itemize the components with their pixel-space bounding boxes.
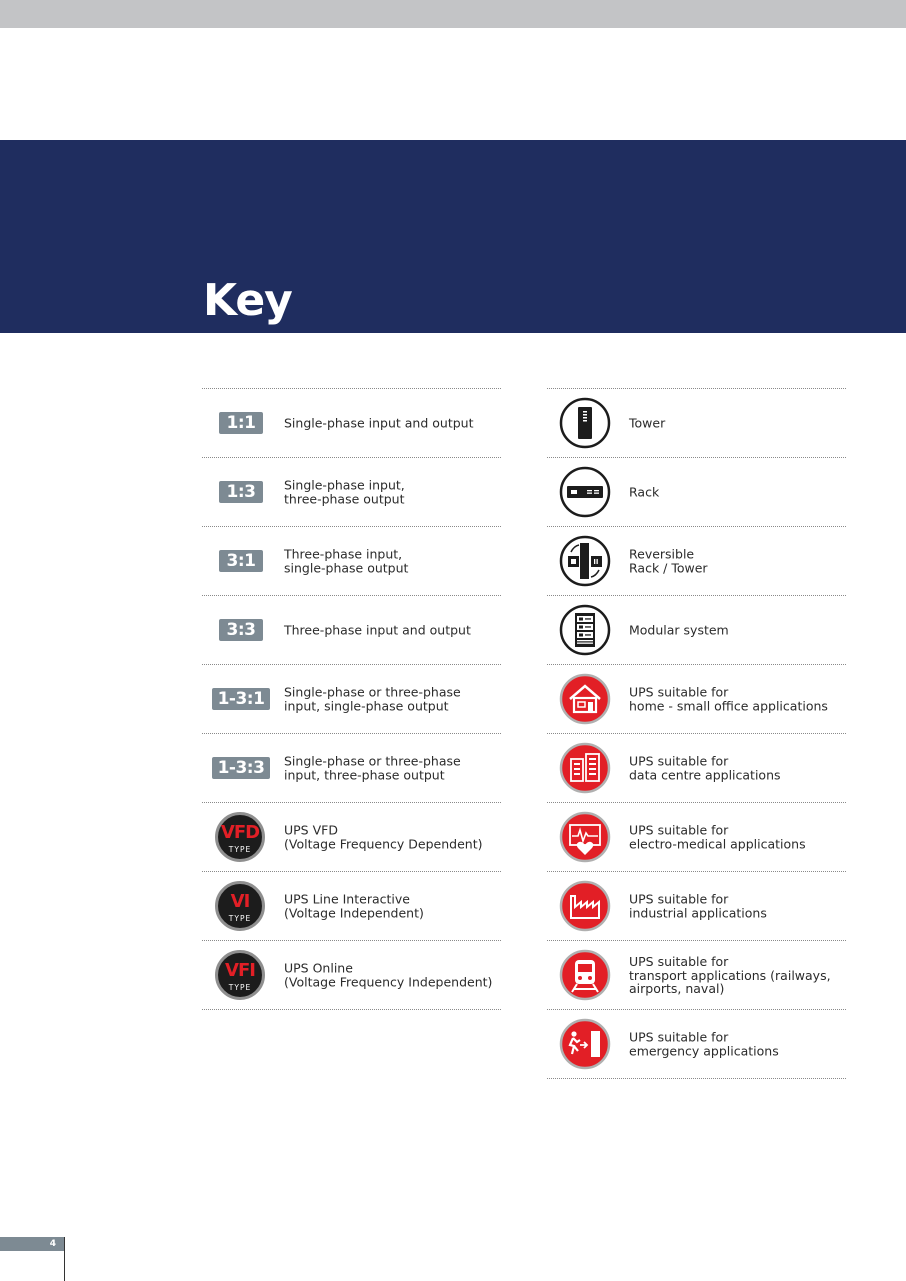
- key-label: UPS Online (Voltage Frequency Independent): [284, 960, 493, 989]
- key-row-industrial: [547, 871, 846, 940]
- key-row-home-office: [547, 664, 846, 733]
- key-row-1-3: [202, 457, 501, 526]
- electro-medical-icon: [559, 811, 611, 863]
- key-row-vfd: [202, 802, 501, 871]
- key-label: Single-phase or three-phase input, single-phase output: [284, 684, 461, 713]
- data-centre-icon: [559, 742, 611, 794]
- badge-main-text: VI: [230, 891, 250, 912]
- key-row-tower: [547, 388, 846, 457]
- ratio-badge: 3:3: [219, 619, 263, 641]
- tower-icon: [559, 397, 611, 449]
- key-row-3-1: [202, 526, 501, 595]
- reversible-rack-tower-icon: [559, 535, 611, 587]
- key-label: Three-phase input and output: [284, 622, 471, 638]
- key-label: UPS Line Interactive (Voltage Independent): [284, 891, 424, 920]
- ratio-badge: 1-3:1: [212, 688, 270, 710]
- page-title: Key: [203, 275, 292, 326]
- key-row-vi: [202, 871, 501, 940]
- key-row-electro-medical: [547, 802, 846, 871]
- modular-system-icon: [559, 604, 611, 656]
- badge-sub-text: TYPE: [228, 914, 252, 923]
- home-office-icon: [559, 673, 611, 725]
- key-row-transport: [547, 940, 846, 1009]
- title-banner: [0, 140, 906, 333]
- key-label: UPS suitable for emergency applications: [629, 1029, 779, 1058]
- key-row-1-3-1: [202, 664, 501, 733]
- badge-sub-text: TYPE: [228, 983, 252, 992]
- vi-type-badge: [215, 881, 265, 931]
- key-label: Single-phase input and output: [284, 415, 474, 431]
- key-label: UPS suitable for industrial applications: [629, 891, 767, 920]
- key-row-1-1: [202, 388, 501, 457]
- top-bar: [0, 0, 906, 28]
- ratio-badge: 1:1: [219, 412, 263, 434]
- emergency-icon: [559, 1018, 611, 1070]
- key-label: UPS suitable for home - small office applications: [629, 684, 828, 713]
- key-label: UPS VFD (Voltage Frequency Dependent): [284, 822, 483, 851]
- key-row-1-3-3: [202, 733, 501, 802]
- badge-main-text: VFI: [225, 960, 255, 981]
- footer-divider: [64, 1237, 65, 1281]
- key-row-rack: [547, 457, 846, 526]
- vfd-type-badge: [215, 812, 265, 862]
- key-row-data-centre: [547, 733, 846, 802]
- key-label: Three-phase input, single-phase output: [284, 546, 409, 575]
- ratio-badge: 1:3: [219, 481, 263, 503]
- page-number: 4: [0, 1237, 64, 1251]
- key-row-vfi: [202, 940, 501, 1010]
- ratio-badge: 3:1: [219, 550, 263, 572]
- vfi-type-badge: [215, 950, 265, 1000]
- key-row-emergency: [547, 1009, 846, 1079]
- key-label: Reversible Rack / Tower: [629, 546, 708, 575]
- industrial-icon: [559, 880, 611, 932]
- badge-main-text: VFD: [220, 822, 260, 843]
- badge-sub-text: TYPE: [228, 845, 252, 854]
- key-label: Tower: [629, 415, 666, 431]
- key-label: Rack: [629, 484, 660, 500]
- left-key-column: [202, 388, 501, 1010]
- key-label: Single-phase or three-phase input, three-phase output: [284, 753, 461, 782]
- key-label: UPS suitable for data centre applications: [629, 753, 781, 782]
- key-row-3-3: [202, 595, 501, 664]
- key-label: Modular system: [629, 622, 729, 638]
- key-row-modular: [547, 595, 846, 664]
- transport-icon: [559, 949, 611, 1001]
- right-key-column: [547, 388, 846, 1079]
- key-row-reversible: [547, 526, 846, 595]
- key-label: Single-phase input, three-phase output: [284, 477, 405, 506]
- key-label: UPS suitable for electro-medical applications: [629, 822, 806, 851]
- key-label: UPS suitable for transport applications (railways, airports, naval): [629, 953, 831, 996]
- ratio-badge: 1-3:3: [212, 757, 270, 779]
- rack-icon: [559, 466, 611, 518]
